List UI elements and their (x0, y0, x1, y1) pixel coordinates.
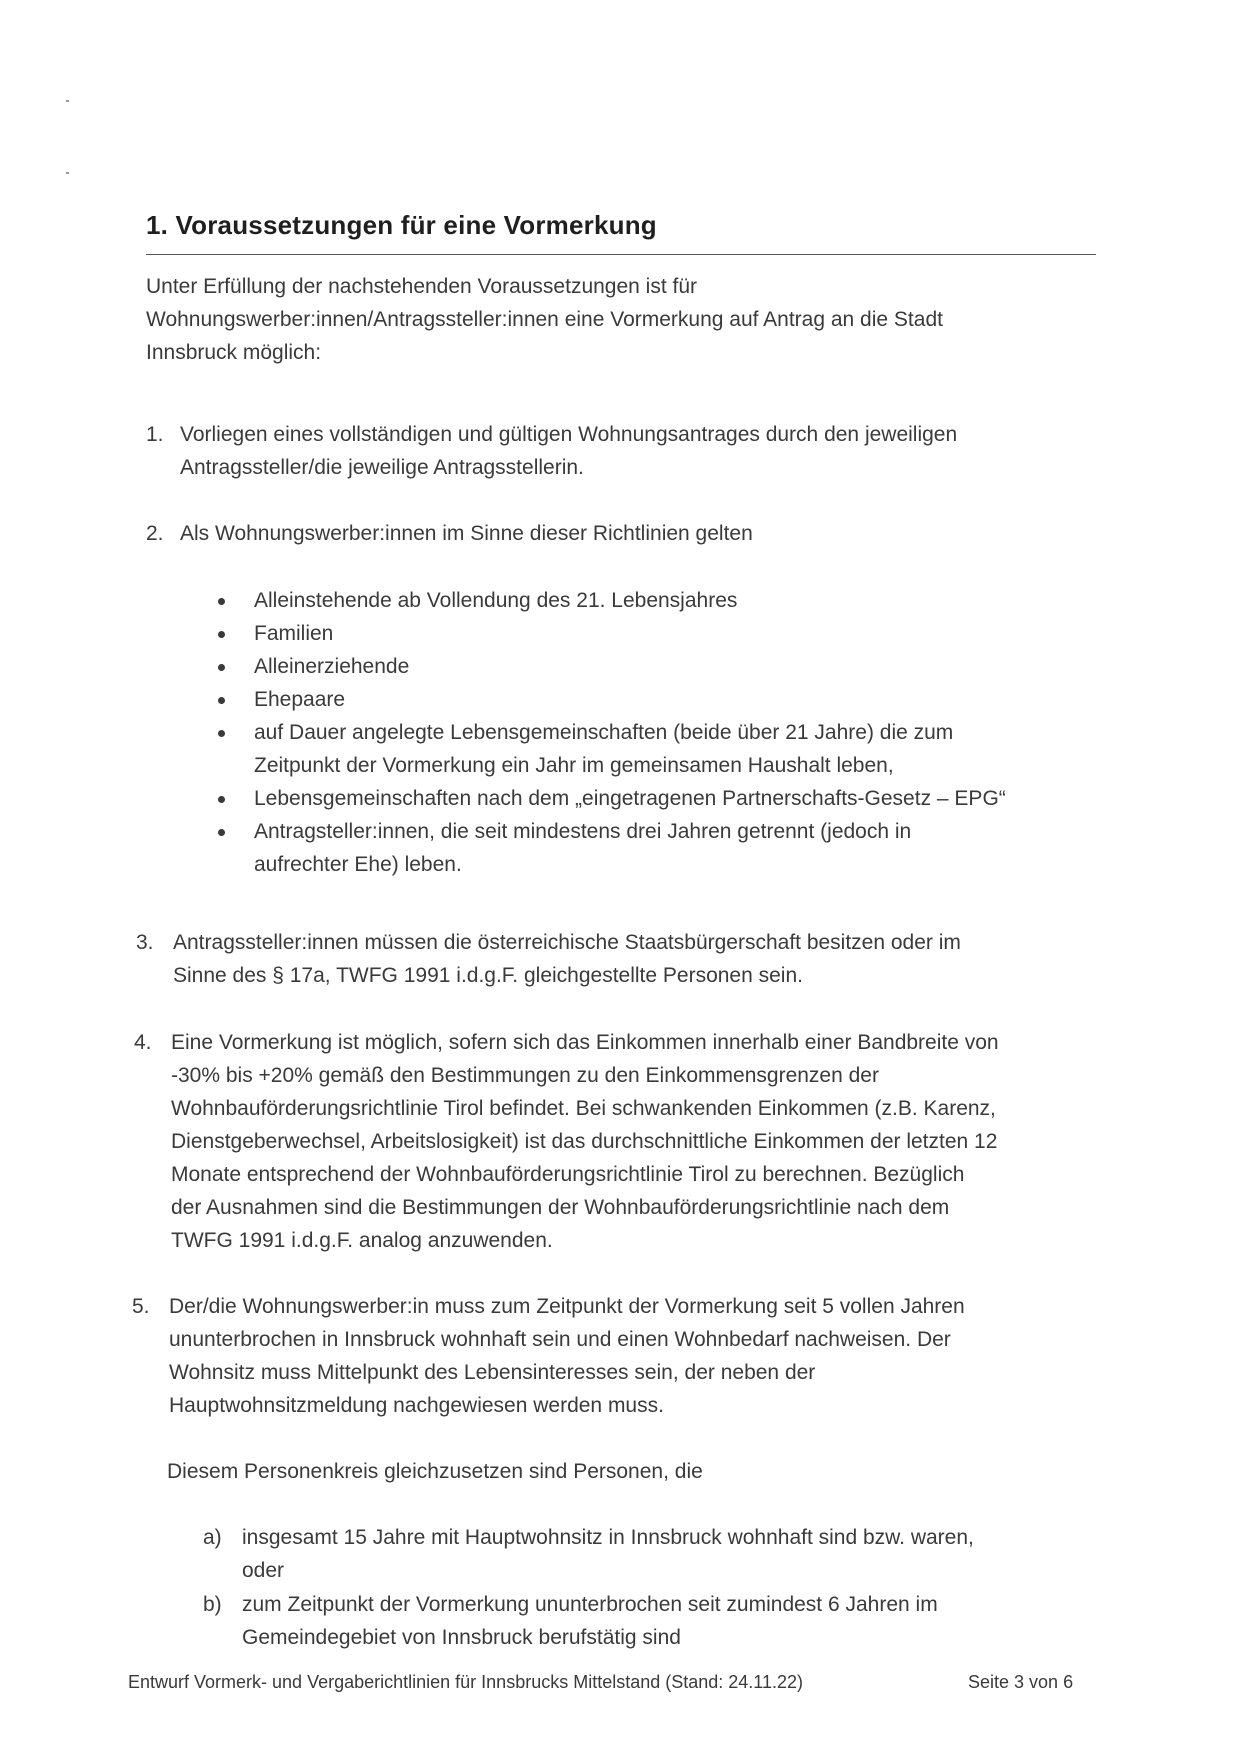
item-line: -30% bis +20% gemäß den Bestimmungen zu den Einkommensgrenzen der (171, 1064, 879, 1087)
item-2-text (180, 517, 1080, 550)
section-number: 1. (146, 210, 169, 240)
item-line: Der/die Wohnungswerber:in muss zum Zeitpunkt der Vormerkung seit 5 vollen Jahren (169, 1295, 965, 1318)
item-5-paragraph: Diesem Personenkreis gleichzusetzen sind Personen, die (167, 1460, 703, 1483)
subitem-line: zum Zeitpunkt der Vormerkung ununterbrochen seit zumindest 6 Jahren im (242, 1593, 938, 1616)
item-line: Sinne des § 17a, TWFG 1991 i.d.g.F. gleichgestellte Personen sein. (173, 964, 803, 987)
intro-paragraph (146, 270, 1076, 369)
subitem-b-text (242, 1588, 1092, 1654)
list-item: Ehepaare (218, 683, 1038, 716)
page-number: Seite 3 von 6 (968, 1672, 1074, 1692)
list-item: Alleinstehende ab Vollendung des 21. Lebensjahres (218, 584, 1038, 617)
item-line: Vorliegen eines vollständigen und gültigen Wohnungsantrages durch den jeweiligen (180, 423, 958, 446)
subitem-line: Gemeindegebiet von Innsbruck berufstätig sind (242, 1626, 681, 1649)
scan-speck (66, 172, 69, 174)
intro-line: Innsbruck möglich: (146, 341, 322, 364)
list-item: auf Dauer angelegte Lebensgemeinschaften (beide über 21 Jahre) die zum Zeitpunkt der Vormerkung ein Jahr im gemeinsamen Haushalt leben, (218, 716, 1038, 782)
footer-title: Entwurf Vormerk- und Vergaberichtlinien für Innsbrucks Mittelstand (Stand: 24.11.22) (128, 1672, 804, 1692)
item-line: Antragssteller/die jeweilige Antragsstellerin. (180, 456, 584, 479)
item-3-text (173, 926, 1083, 992)
subitem-line: oder (242, 1559, 285, 1582)
list-item: Familien (218, 617, 1038, 650)
bullet-icon (218, 697, 225, 704)
bullet-icon (218, 598, 225, 605)
heading-underline (146, 254, 1096, 255)
bullet-icon (218, 631, 225, 638)
bullet-icon (218, 796, 225, 803)
subitem-label: b) (203, 1593, 222, 1616)
list-item: Alleinerziehende (218, 650, 1038, 683)
subitem-line: insgesamt 15 Jahre mit Hauptwohnsitz in Innsbruck wohnhaft sind bzw. waren, (242, 1526, 974, 1549)
item-5-text (169, 1290, 1099, 1422)
section-title: Voraussetzungen für eine Vormerkung (175, 210, 657, 240)
bullet-list (218, 584, 1038, 881)
list-item: Lebensgemeinschaften nach dem „eingetragenen Partnerschafts-Gesetz – EPG“ (218, 782, 1038, 815)
subitem-a-text (242, 1521, 1092, 1587)
list-item: Antragsteller:innen, die seit mindestens drei Jahren getrennt (jedoch in aufrechter Ehe) leben. (218, 815, 1038, 881)
item-number: 3. (136, 931, 154, 954)
item-line: Antragssteller:innen müssen die österreichische Staatsbürgerschaft besitzen oder im (173, 931, 961, 954)
item-number: 4. (134, 1031, 152, 1054)
item-line: Wohnsitz muss Mittelpunkt des Lebensinteresses sein, der neben der (169, 1361, 816, 1384)
bullet-icon (218, 730, 225, 737)
item-line: Als Wohnungswerber:innen im Sinne dieser Richtlinien gelten (180, 522, 753, 545)
item-number: 1. (146, 423, 164, 446)
bullet-icon (218, 829, 225, 836)
item-line: der Ausnahmen sind die Bestimmungen der Wohnbauförderungsrichtlinie nach dem (171, 1196, 950, 1219)
item-4-text (171, 1026, 1101, 1257)
item-1-text (180, 418, 1080, 484)
item-line: Wohnbauförderungsrichtlinie Tirol befindet. Bei schwankenden Einkommen (z.B. Karenz, (171, 1097, 996, 1120)
item-line: Dienstgeberwechsel, Arbeitslosigkeit) ist das durchschnittliche Einkommen der letzten 12 (171, 1130, 998, 1153)
item-number: 5. (132, 1295, 150, 1318)
scan-speck (66, 100, 69, 102)
item-number: 2. (146, 522, 164, 545)
item-line: TWFG 1991 i.d.g.F. analog anzuwenden. (171, 1229, 553, 1252)
item-line: ununterbrochen in Innsbruck wohnhaft sein und einen Wohnbedarf nachweisen. Der (169, 1328, 951, 1351)
subitem-label: a) (203, 1526, 222, 1549)
bullet-icon (218, 664, 225, 671)
item-line: Hauptwohnsitzmeldung nachgewiesen werden muss. (169, 1394, 664, 1417)
intro-line: Wohnungswerber:innen/Antragssteller:innen eine Vormerkung auf Antrag an die Stadt (146, 308, 943, 331)
section-heading (146, 210, 657, 241)
item-line: Monate entsprechend der Wohnbauförderungsrichtlinie Tirol zu berechnen. Bezüglich (171, 1163, 965, 1186)
intro-line: Unter Erfüllung der nachstehenden Voraussetzungen ist für (146, 275, 698, 298)
item-line: Eine Vormerkung ist möglich, sofern sich das Einkommen innerhalb einer Bandbreite von (171, 1031, 999, 1054)
